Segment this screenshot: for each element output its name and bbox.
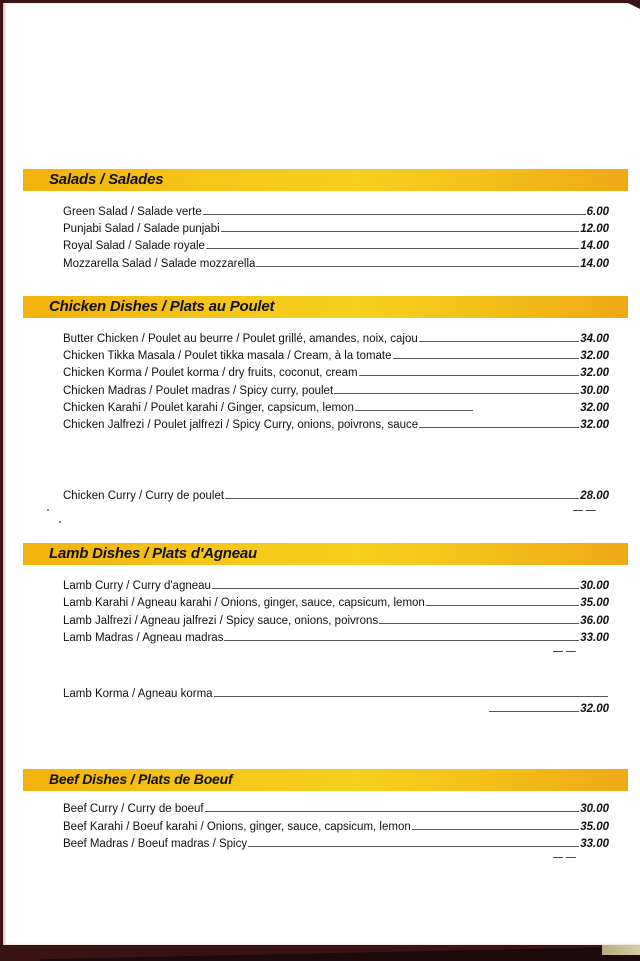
section-salads — [23, 169, 628, 270]
dotted-leader — [205, 810, 580, 812]
item-name: Chicken Korma / Poulet korma / dry fruits, coconut, cream — [63, 367, 358, 379]
menu-item — [63, 218, 609, 235]
item-name: Mozzarella Salad / Salade mozzarella — [63, 258, 256, 270]
item-name: Butter Chicken / Poulet au beurre / Poulet grillé, amandes, noix, cajou — [63, 333, 418, 345]
menu-item — [63, 414, 609, 431]
page-corner — [628, 3, 640, 9]
item-price: 32.00 — [580, 703, 609, 715]
item-name: Royal Salad / Salade royale — [63, 240, 205, 252]
menu-item — [63, 627, 609, 644]
table-edge-highlight — [602, 945, 640, 955]
item-name: Chicken Curry / Curry de poulet — [63, 490, 225, 502]
section-header-band — [23, 769, 628, 791]
item-name: Punjabi Salad / Salade punjabi — [63, 223, 220, 235]
dotted-leader — [419, 426, 579, 428]
menu-item — [63, 798, 609, 815]
item-price: 6.00 — [586, 206, 609, 218]
item-price: 30.00 — [580, 580, 609, 592]
section-beef — [23, 769, 628, 863]
section-header-band — [23, 543, 628, 565]
item-price: 30.00 — [580, 385, 609, 397]
item-price: 33.00 — [580, 632, 609, 644]
item-price: 35.00 — [580, 597, 609, 609]
item-price: 28.00 — [580, 490, 609, 502]
menu-item — [63, 235, 609, 252]
dotted-leader — [212, 587, 579, 589]
menu-item — [63, 698, 609, 715]
item-name: Lamb Curry / Curry d'agneau — [63, 580, 211, 592]
dotted-leader — [393, 357, 580, 359]
item-name: Lamb Korma / Agneau korma — [63, 688, 213, 700]
item-price: 33.00 — [580, 838, 609, 850]
menu-item — [63, 345, 609, 362]
dotted-leader — [489, 710, 579, 712]
dotted-leader — [248, 845, 579, 847]
dotted-leader — [419, 340, 579, 342]
menu-item — [63, 380, 609, 397]
item-name: Beef Madras / Boeuf madras / Spicy — [63, 838, 248, 850]
cropped-price-fragment: — — — [553, 646, 576, 657]
menu-item — [63, 201, 609, 218]
item-name: Lamb Karahi / Agneau karahi / Onions, ginger, sauce, capsicum, lemon — [63, 597, 425, 609]
dotted-leader — [256, 265, 579, 267]
speck — [47, 509, 49, 511]
menu-item — [63, 610, 609, 627]
item-price: 35.00 — [580, 821, 609, 833]
menu-item — [63, 362, 609, 379]
item-name: Lamb Jalfrezi / Agneau jalfrezi / Spicy sauce, onions, poivrons — [63, 615, 379, 627]
section-chicken — [23, 296, 628, 516]
dotted-leader — [214, 695, 608, 697]
section-title: Salads / Salades — [49, 171, 164, 188]
item-price: 32.00 — [580, 402, 609, 414]
item-name: Beef Curry / Curry de boeuf — [63, 803, 204, 815]
dotted-leader — [203, 213, 586, 215]
dotted-leader — [206, 247, 579, 249]
section-header-band — [23, 296, 628, 318]
menu-item — [63, 816, 609, 833]
section-title: Chicken Dishes / Plats au Poulet — [49, 298, 275, 315]
dotted-leader — [334, 392, 579, 394]
item-name: Chicken Tikka Masala / Poulet tikka masala / Cream, à la tomate — [63, 350, 392, 362]
item-price: 32.00 — [580, 350, 609, 362]
item-price: 14.00 — [580, 240, 609, 252]
menu-item — [63, 328, 609, 345]
menu-page — [3, 3, 640, 945]
item-price: 12.00 — [580, 223, 609, 235]
item-name: Beef Karahi / Boeuf karahi / Onions, ginger, sauce, capsicum, lemon — [63, 821, 411, 833]
table-edge — [40, 943, 640, 961]
menu-item — [63, 833, 609, 850]
dotted-leader — [224, 639, 579, 641]
item-name: Chicken Jalfrezi / Poulet jalfrezi / Spicy Curry, onions, poivrons, sauce — [63, 419, 419, 431]
item-price: 14.00 — [580, 258, 609, 270]
item-name: Lamb Madras / Agneau madras — [63, 632, 224, 644]
item-price: 36.00 — [580, 615, 609, 627]
cropped-price-fragment: — — — [553, 852, 576, 863]
cropped-price-fragment: — — — [573, 505, 596, 516]
menu-item — [63, 485, 609, 502]
menu-item — [63, 397, 609, 414]
item-name: Chicken Karahi / Poulet karahi / Ginger, capsicum, lemon — [63, 402, 354, 414]
menu-item — [63, 253, 609, 270]
menu-item — [63, 592, 609, 609]
menu-item — [63, 575, 609, 592]
speck — [59, 521, 61, 523]
dotted-leader — [379, 622, 579, 624]
item-name: Chicken Madras / Poulet madras / Spicy curry, poulet — [63, 385, 334, 397]
dotted-leader — [225, 497, 579, 499]
dotted-leader — [355, 409, 473, 411]
section-title: Lamb Dishes / Plats d'Agneau — [49, 545, 258, 562]
item-price: 34.00 — [580, 333, 609, 345]
section-header-band — [23, 169, 628, 191]
item-price: 32.00 — [580, 419, 609, 431]
dotted-leader — [221, 230, 580, 232]
item-price: 32.00 — [580, 367, 609, 379]
item-price: 30.00 — [580, 803, 609, 815]
item-name: Green Salad / Salade verte — [63, 206, 202, 218]
section-title: Beef Dishes / Plats de Boeuf — [49, 771, 233, 787]
dotted-leader — [359, 374, 580, 376]
dotted-leader — [412, 828, 579, 830]
section-lamb — [23, 543, 628, 715]
dotted-leader — [426, 604, 579, 606]
